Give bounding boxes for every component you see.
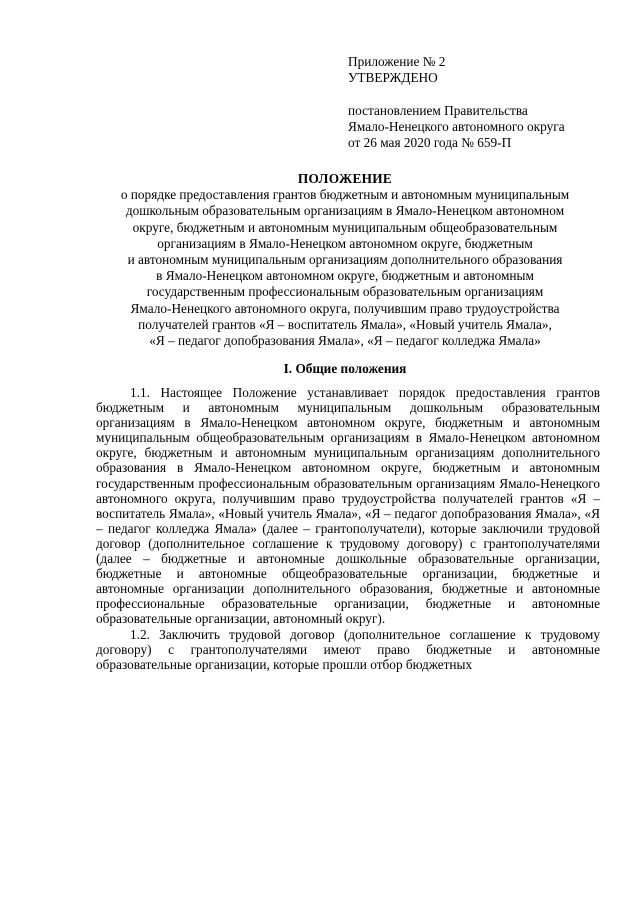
section-heading: I. Общие положения: [283, 361, 407, 376]
title-line: получателей грантов «Я – воспитатель Ямала», «Новый учитель Ямала»,: [138, 316, 552, 332]
title-line: о порядке предоставления грантов бюджетным и автономным муниципальным: [120, 187, 570, 203]
approval-spacer: [348, 86, 608, 103]
approval-line-2: Ямало-Ненецкого автономного округа: [348, 119, 565, 134]
title-line: «Я – педагог допобразования Ямала», «Я – педагог колледжа Ямала»: [149, 333, 541, 349]
title-line: государственным профессиональным образовательным организациям: [146, 284, 544, 300]
title-line: Ямало-Ненецкого автономного округа, получившим право трудоустройства: [130, 300, 560, 316]
approved-label: УТВЕРЖДЕНО: [348, 70, 438, 85]
appendix-number: Приложение № 2: [348, 54, 446, 69]
title-line: и автономным муниципальным организациям дополнительного образования: [127, 252, 563, 268]
title-line: дошкольным образовательным организациям в Ямало-Ненецком автономном: [125, 203, 565, 219]
document-title: [80, 171, 610, 349]
title-line: организациям в Ямало-Ненецком автономном округе, бюджетным: [157, 235, 533, 251]
title-heading: ПОЛОЖЕНИЕ: [297, 171, 393, 186]
approval-line-1: постановлением Правительства: [348, 103, 528, 118]
title-line: округе, бюджетным и автономным муниципальным общеобразовательным: [132, 219, 558, 235]
title-line: в Ямало-Ненецком автономном округе, бюджетным и автономным: [156, 268, 534, 284]
approval-stamp: [348, 54, 608, 151]
approval-line-3: от 26 мая 2020 года № 659-П: [348, 135, 512, 150]
paragraph-1-1: 1.1. Настоящее Положение устанавливает порядок предоставления грантов бюджетным и автономным муниципальным дошкольным образовательным организациям в Ямало-Ненецком автономном округе, бюджетным и автономным муниципальным общеобразовательным организациям в Ямало-Ненецком автономном округе, бюджетным и автономным муниципальным организациям дополнительного образования в Ямало-Ненецком автономном округе, бюджетным и автономным государственным профессиональным образовательным организациям Ямало-Ненецкого автономного округа, получившим право трудоустройства получателей грантов «Я – воспитатель Ямала», «Новый учитель Ямала», «Я – педагог допобразования Ямала», «Я – педагог колледжа Ямала» (далее – грантополучатели), которые заключили трудовой договор (дополнительное соглашение к трудовому договору) с грантополучателями (далее – бюджетные и автономные дошкольные образовательные организации, бюджетные и автономные общеобразовательные организации, бюджетные и автономные организации дополнительного образования, бюджетные и автономные профессиональные образовательные организации, бюджетные и автономные образовательные организации, автономный округ).: [96, 385, 600, 627]
paragraph-1-2: 1.2. Заключить трудовой договор (дополнительное соглашение к трудовому договору) с грантополучателями имеют право бюджетные и автономные образовательные организации, которые прошли отбор бюджетных: [96, 626, 600, 672]
body-text: [96, 385, 600, 672]
